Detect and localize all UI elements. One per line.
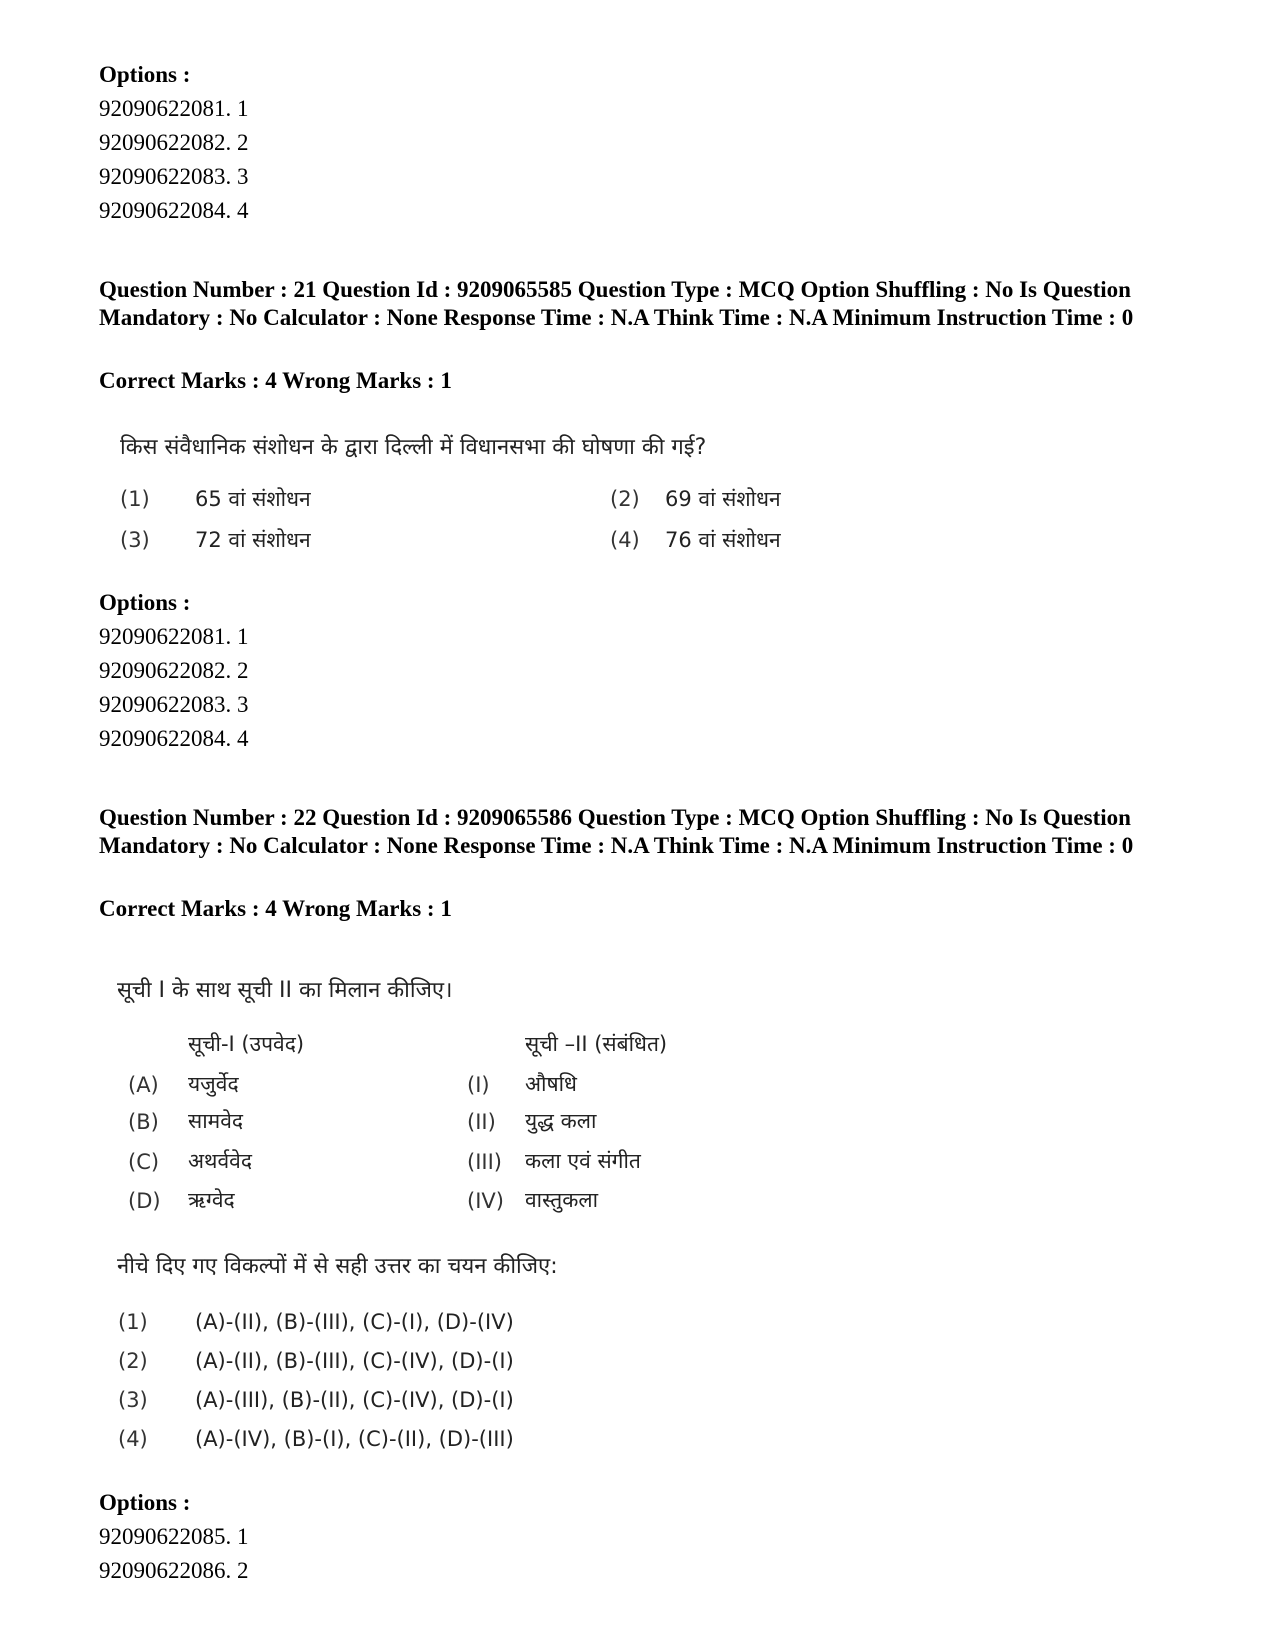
q22-marks: Correct Marks : 4 Wrong Marks : 1 (99, 896, 452, 921)
q22-instruction: नीचे दिए गए विकल्पों में से सही उत्तर का चयन कीजिए: (117, 1254, 558, 1279)
list-row-label: (II) (467, 1110, 496, 1134)
q22-choice-text: (A)-(II), (B)-(III), (C)-(I), (D)-(IV) (195, 1310, 514, 1334)
list1-item: अथर्ववेद (188, 1149, 252, 1173)
q22-choice-number: (3) (118, 1388, 148, 1412)
list-row-label: (III) (467, 1150, 502, 1174)
option-line: 92090622082. 2 (99, 658, 249, 683)
top-options-block (99, 58, 249, 228)
option-line: 92090622085. 1 (99, 1524, 249, 1549)
q22-choice-number: (1) (118, 1310, 148, 1334)
list-row-label: (A) (128, 1073, 159, 1097)
q21-choice-number: (3) (120, 528, 150, 552)
q21-options-block (99, 586, 249, 756)
q22-choice-text: (A)-(II), (B)-(III), (C)-(IV), (D)-(I) (195, 1349, 514, 1373)
list-row-label: (I) (467, 1073, 490, 1097)
list-row-label: (C) (128, 1150, 160, 1174)
q22-choice-number: (4) (118, 1427, 148, 1451)
q22-choice-text: (A)-(III), (B)-(II), (C)-(IV), (D)-(I) (195, 1388, 514, 1412)
option-line: 92090622083. 3 (99, 164, 249, 189)
list2-item: कला एवं संगीत (525, 1149, 641, 1173)
q21-meta: Question Number : 21 Question Id : 9209065585 Question Type : MCQ Option Shuffling : No Is Question Mandatory : No Calculator : None Response Time : N.A Think Time : N.A Minimum Instruction Time : 0 (99, 277, 1134, 330)
option-line: 92090622081. 1 (99, 96, 249, 121)
q22-choice-number: (2) (118, 1349, 148, 1373)
list1-item: ऋग्वेद (188, 1188, 235, 1212)
option-line: 92090622082. 2 (99, 130, 249, 155)
list1-item: सामवेद (188, 1109, 244, 1133)
list1-header: सूची-I (उपवेद) (188, 1032, 305, 1056)
q21-choice-number: (4) (610, 528, 640, 552)
list-row-label: (D) (128, 1189, 161, 1213)
option-line: 92090622084. 4 (99, 726, 249, 751)
options-label: Options : (99, 62, 191, 87)
q21-choice-text: 65 वां संशोधन (195, 487, 311, 511)
q21-marks: Correct Marks : 4 Wrong Marks : 1 (99, 368, 452, 393)
list2-item: औषधि (525, 1072, 577, 1096)
q21-choice-number: (1) (120, 487, 150, 511)
list1-item: यजुर्वेद (188, 1072, 239, 1096)
list-row-label: (IV) (467, 1189, 504, 1213)
q21-choice-text: 72 वां संशोधन (195, 528, 311, 552)
list-row-label: (B) (128, 1110, 159, 1134)
q22-meta: Question Number : 22 Question Id : 9209065586 Question Type : MCQ Option Shuffling : No Is Question Mandatory : No Calculator : None Response Time : N.A Think Time : N.A Minimum Instruction Time : 0 (99, 805, 1134, 858)
option-line: 92090622081. 1 (99, 624, 249, 649)
q21-choice-text: 76 वां संशोधन (665, 528, 781, 552)
options-label: Options : (99, 590, 191, 615)
q21-question-text: किस संवैधानिक संशोधन के द्वारा दिल्ली में विधानसभा की घोषणा की गई? (120, 435, 707, 460)
option-line: 92090622084. 4 (99, 198, 249, 223)
option-line: 92090622083. 3 (99, 692, 249, 717)
options-label: Options : (99, 1490, 191, 1515)
list2-item: वास्तुकला (525, 1188, 599, 1212)
q22-choice-text: (A)-(IV), (B)-(I), (C)-(II), (D)-(III) (195, 1427, 514, 1451)
option-line: 92090622086. 2 (99, 1558, 249, 1583)
q22-options-block (99, 1486, 249, 1588)
list2-item: युद्ध कला (525, 1109, 597, 1133)
list2-header: सूची –II (संबंधित) (525, 1032, 668, 1056)
q21-choice-number: (2) (610, 487, 640, 511)
q22-question-text: सूची I के साथ सूची II का मिलान कीजिए। (117, 978, 453, 1003)
q21-choice-text: 69 वां संशोधन (665, 487, 781, 511)
